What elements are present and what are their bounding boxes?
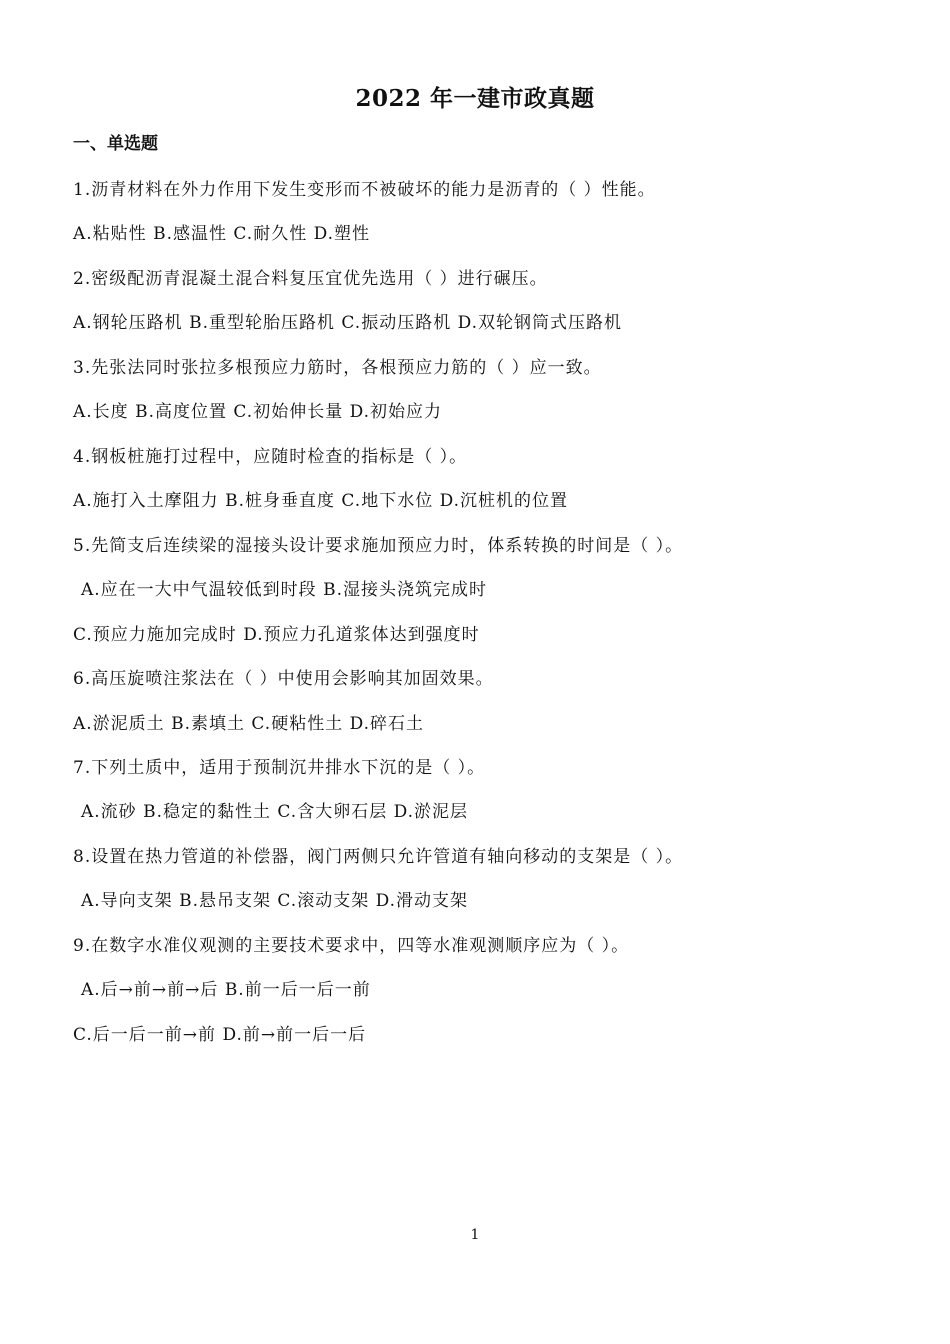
question-2-options: A.钢轮压路机 B.重型轮胎压路机 C.振动压路机 D.双轮钢筒式压路机 xyxy=(73,313,623,333)
question-3-options: A.长度 B.高度位置 C.初始伸长量 D.初始应力 xyxy=(73,402,443,422)
question-1: 1.沥青材料在外力作用下发生变形而不被破坏的能力是沥青的（ ）性能。 xyxy=(73,180,656,200)
question-3: 3.先张法同时张拉多根预应力筋时，各根预应力筋的（ ）应一致。 xyxy=(73,358,602,378)
question-5-options-line-1: A.应在一大中气温较低到时段 B.湿接头浇筑完成时 xyxy=(81,580,487,600)
question-4-options: A.施打入土摩阻力 B.桩身垂直度 C.地下水位 D.沉桩机的位置 xyxy=(73,491,569,511)
question-9: 9.在数字水准仪观测的主要技术要求中，四等水准观测顺序应为（ ）。 xyxy=(73,936,630,956)
question-2: 2.密级配沥青混凝土混合料复压宜优先选用（ ）进行碾压。 xyxy=(73,269,548,289)
question-4: 4.钢板桩施打过程中，应随时检查的指标是（ ）。 xyxy=(73,447,468,467)
question-7-options: A.流砂 B.稳定的黏性土 C.含大卵石层 D.淤泥层 xyxy=(81,802,469,822)
question-6: 6.高压旋喷注浆法在（ ）中使用会影响其加固效果。 xyxy=(73,669,494,689)
question-7: 7.下列土质中，适用于预制沉井排水下沉的是（ ）。 xyxy=(73,758,486,778)
question-8: 8.设置在热力管道的补偿器，阀门两侧只允许管道有轴向移动的支架是（ ）。 xyxy=(73,847,684,867)
question-5-options-line-2: C.预应力施加完成时 D.预应力孔道浆体达到强度时 xyxy=(73,625,480,645)
page-title: 2022 年一建市政真题 xyxy=(355,85,595,112)
question-8-options: A.导向支架 B.悬吊支架 C.滚动支架 D.滑动支架 xyxy=(81,891,469,911)
question-9-options-line-2: C.后一后一前→前 D.前→前一后一后 xyxy=(73,1025,367,1045)
question-5: 5.先简支后连续梁的湿接头设计要求施加预应力时，体系转换的时间是（ ）。 xyxy=(73,536,684,556)
question-9-options-line-1: A.后→前→前→后 B.前一后一后一前 xyxy=(81,980,371,1000)
question-6-options: A.淤泥质土 B.素填土 C.硬粘性土 D.碎石土 xyxy=(73,714,425,734)
page-number: 1 xyxy=(470,1227,480,1243)
question-1-options: A.粘贴性 B.感温性 C.耐久性 D.塑性 xyxy=(73,224,371,244)
section-heading: 一、单选题 xyxy=(73,134,158,154)
